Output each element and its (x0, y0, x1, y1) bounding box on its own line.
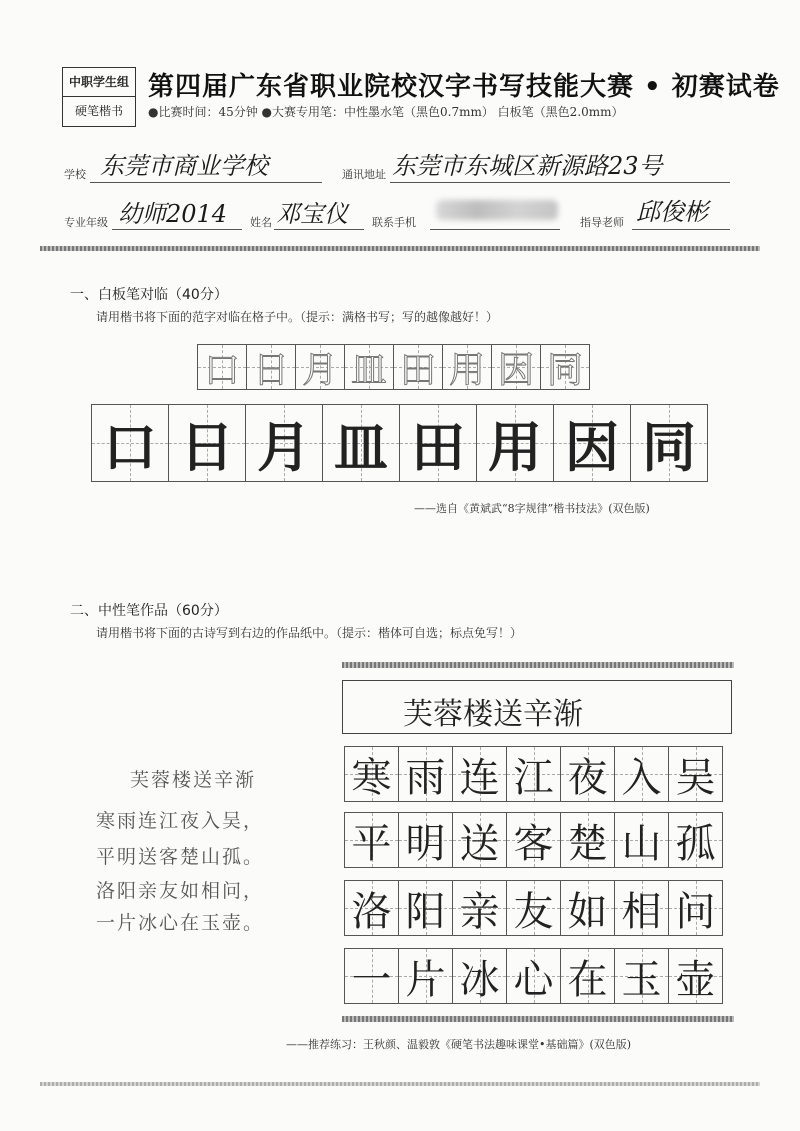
written-char: 用 (488, 415, 542, 479)
work-char: 雨 (405, 754, 446, 801)
work-char: 一 (351, 956, 392, 1003)
page-bottom-edge (40, 1082, 760, 1086)
work-cell[interactable] (452, 880, 507, 936)
model-char-cell (197, 344, 247, 390)
work-char: 送 (459, 820, 500, 867)
name-value[interactable]: 邓宝仪 (276, 200, 348, 228)
category-badge (62, 67, 136, 127)
work-cell[interactable] (506, 812, 561, 868)
section1-hint: 请用楷书将下面的范字对临在格子中。（提示：满格书写；写的越像越好！） (96, 310, 499, 324)
major-label: 专业年级 (64, 216, 108, 229)
work-cell[interactable] (668, 880, 723, 936)
work-cell[interactable] (452, 812, 507, 868)
model-char: 月 (301, 349, 338, 391)
work-cell[interactable] (344, 880, 399, 936)
address-underline (390, 182, 730, 183)
practice-cell[interactable] (322, 404, 400, 482)
model-char: 日 (252, 349, 289, 391)
model-char-cell (442, 344, 492, 390)
work-char: 明 (405, 820, 446, 867)
work-cell[interactable] (560, 880, 615, 936)
model-char-cell (540, 344, 590, 390)
model-char-cell (246, 344, 296, 390)
work-title-box[interactable] (342, 680, 732, 734)
work-cell[interactable] (344, 812, 399, 868)
work-char: 孤 (675, 820, 716, 867)
work-cell[interactable] (398, 812, 453, 868)
written-char: 皿 (334, 415, 388, 479)
work-char: 玉 (621, 956, 662, 1003)
work-char: 相 (621, 888, 662, 935)
phone-value-redacted (436, 200, 558, 220)
work-cell[interactable] (452, 746, 507, 802)
teacher-label: 指导老师 (580, 216, 624, 229)
work-cell[interactable] (506, 746, 561, 802)
work-char: 冰 (459, 956, 500, 1003)
model-char-cell (491, 344, 541, 390)
work-char: 如 (567, 888, 608, 935)
work-char: 平 (351, 820, 392, 867)
work-cell[interactable] (452, 948, 507, 1004)
school-label: 学校 (64, 168, 86, 181)
section2-hint: 请用楷书将下面的古诗写到右边的作品纸中。（提示：楷体可自选；标点免写！） (96, 626, 523, 640)
poem-line: 一片冰心在玉壶。 (96, 912, 265, 934)
work-char: 吴 (675, 754, 716, 801)
written-char: 田 (411, 415, 465, 479)
work-char: 客 (513, 820, 554, 867)
work-char: 亲 (459, 888, 500, 935)
work-cell[interactable] (668, 812, 723, 868)
work-char: 问 (675, 888, 716, 935)
work-title: 芙蓉楼送辛渐 (403, 697, 583, 732)
work-cell[interactable] (398, 948, 453, 1004)
badge-style-label: 硬笔楷书 (74, 104, 123, 118)
exam-title: 第四届广东省职业院校汉字书写技能大赛 • 初赛试卷 (148, 72, 780, 102)
section2-heading: 二、中性笔作品（60分） (70, 603, 228, 619)
poem-line: 平明送客楚山孤。 (96, 846, 265, 868)
written-char: 日 (180, 415, 234, 479)
work-char: 夜 (567, 754, 608, 801)
address-value[interactable]: 东莞市东城区新源路23号 (392, 152, 663, 180)
practice-character-row (92, 404, 708, 482)
work-char: 在 (567, 956, 608, 1003)
teacher-value[interactable]: 邱俊彬 (636, 198, 708, 226)
badge-group-label: 中职学生组 (63, 68, 135, 97)
work-char: 入 (621, 754, 662, 801)
work-cell[interactable] (398, 746, 453, 802)
work-cell[interactable] (668, 746, 723, 802)
practice-cell[interactable] (91, 404, 169, 482)
work-paper-bottom-border (342, 1016, 734, 1022)
poem-title: 芙蓉楼送辛渐 (130, 769, 257, 791)
practice-cell[interactable] (630, 404, 708, 482)
model-char: 用 (448, 349, 485, 391)
work-row (345, 880, 723, 936)
practice-cell[interactable] (399, 404, 477, 482)
work-char: 洛 (351, 888, 392, 935)
work-char: 连 (459, 754, 500, 801)
work-char: 片 (405, 956, 446, 1003)
work-cell[interactable] (560, 812, 615, 868)
poem-line: 洛阳亲友如相问， (96, 880, 265, 902)
work-char: 心 (513, 956, 554, 1003)
work-char: 楚 (567, 820, 608, 867)
work-cell[interactable] (398, 880, 453, 936)
school-underline (90, 182, 322, 183)
work-cell[interactable] (344, 948, 399, 1004)
model-char-cell (344, 344, 394, 390)
name-label: 姓名 (250, 216, 272, 229)
work-cell[interactable] (560, 948, 615, 1004)
model-char: 因 (497, 349, 534, 391)
work-cell[interactable] (668, 948, 723, 1004)
written-char: 同 (642, 415, 696, 479)
practice-cell[interactable] (553, 404, 631, 482)
work-cell[interactable] (614, 880, 669, 936)
work-row (345, 948, 723, 1004)
work-char: 江 (513, 754, 554, 801)
work-row (345, 812, 723, 868)
work-cell[interactable] (614, 812, 669, 868)
major-underline (112, 229, 242, 230)
model-char: 田 (399, 349, 436, 391)
work-cell[interactable] (614, 746, 669, 802)
major-value[interactable]: 幼师2014 (118, 200, 228, 228)
model-char: 口 (203, 349, 240, 391)
address-label: 通讯地址 (342, 168, 386, 181)
practice-cell[interactable] (168, 404, 246, 482)
practice-cell[interactable] (476, 404, 554, 482)
work-cell[interactable] (560, 746, 615, 802)
work-cell[interactable] (344, 746, 399, 802)
section1-heading: 一、白板笔对临（40分） (70, 287, 228, 303)
section1-source: ——选自《黄斌武“8字规律”楷书技法》(双色版) (414, 502, 650, 515)
written-char: 口 (103, 415, 157, 479)
practice-cell[interactable] (245, 404, 323, 482)
work-cell[interactable] (506, 948, 561, 1004)
work-char: 山 (621, 820, 662, 867)
model-char: 皿 (350, 349, 387, 391)
phone-label: 联系手机 (372, 216, 416, 229)
header-divider (40, 246, 760, 251)
section2-source: ——推荐练习：王秋颜、温毅敦《硬笔书法趣味课堂•基础篇》(双色版) (286, 1038, 632, 1051)
school-value[interactable]: 东莞市商业学校 (100, 152, 268, 180)
name-underline (274, 229, 364, 230)
work-char: 寒 (351, 754, 392, 801)
work-paper-top-border (342, 662, 734, 668)
work-row (345, 746, 723, 802)
model-char: 同 (546, 349, 583, 391)
teacher-underline (632, 229, 730, 230)
poem-line: 寒雨连江夜入吴， (96, 810, 265, 832)
work-char: 阳 (405, 888, 446, 935)
model-char-cell (393, 344, 443, 390)
work-cell[interactable] (506, 880, 561, 936)
work-grid (345, 746, 723, 1004)
model-character-row (198, 344, 590, 390)
exam-rules: ●比赛时间：45分钟 ●大赛专用笔：中性墨水笔（黑色0.7mm） 白板笔（黑色2.0mm） (148, 105, 624, 119)
phone-underline (430, 229, 560, 230)
work-char: 友 (513, 888, 554, 935)
work-char: 壶 (675, 956, 716, 1003)
work-cell[interactable] (614, 948, 669, 1004)
written-char: 因 (565, 415, 619, 479)
written-char: 月 (257, 415, 311, 479)
model-char-cell (295, 344, 345, 390)
